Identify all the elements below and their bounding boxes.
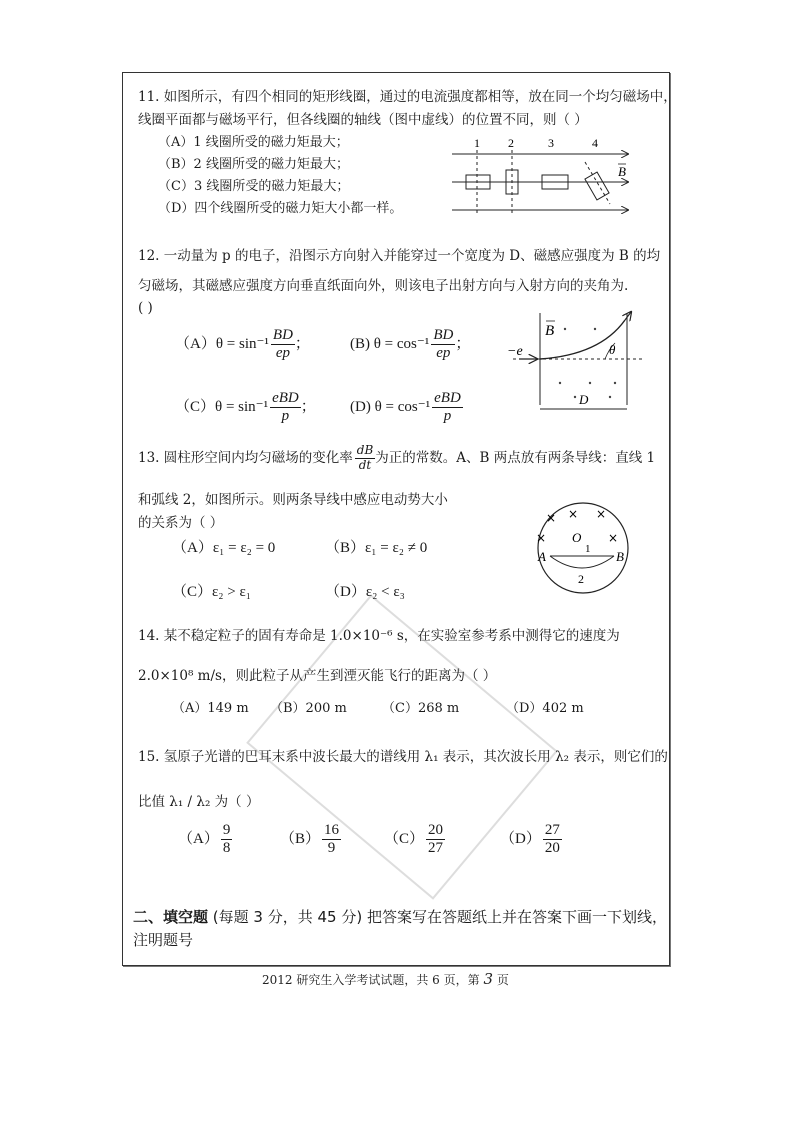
section2-title: 二、填空题 (每题 3 分，共 45 分) 把答案写在答题纸上并在答案下画一下划线， [133, 908, 668, 926]
cross-mark: × [536, 531, 547, 545]
q14-stem-line2: 2.0×10⁸ m/s，则此粒子从产生到湮灭能飞行的距离为（ ） [138, 668, 497, 684]
q15-option-d: （D） $\frac{27}{20}$ [500, 822, 560, 857]
q11-option-a: （A）1 线圈所受的磁力矩最大； [158, 135, 349, 150]
q12-stem-line2: 匀磁场，其磁感应强度方向垂直纸面向外，则该电子出射方向与入射方向的夹角为. [138, 278, 629, 294]
angle-label: θ [609, 342, 616, 357]
cross-mark: × [568, 507, 579, 521]
point-a-label: A [538, 549, 546, 564]
q12-stem-line3: ( ) [138, 300, 153, 316]
q12-electron-figure [505, 305, 655, 420]
cross-mark: × [608, 531, 619, 545]
q12-field-label: B [545, 323, 555, 339]
q13-cylinder-figure [528, 500, 638, 596]
arc-wire-2 [550, 556, 614, 568]
q13-stem-line1: 13. 圆柱形空间内均匀磁场的变化率 $\frac{dB}{dt}$ 为正的常数。A、B 两点放有两条导线：直线 1 [138, 443, 656, 472]
center-label: O [572, 530, 582, 545]
q13-stem-line3: 的关系为（ ） [138, 515, 224, 531]
coil3-label: 3 [548, 136, 554, 150]
q12-option-a: （A）θ = sin⁻¹ $\frac{BD}{ep}$ ； [175, 327, 310, 362]
q11-option-c: （C）3 线圈所受的磁力矩最大； [158, 179, 350, 194]
q11-stem-line1: 11. 如图所示，有四个相同的矩形线圈，通过的电流强度都相等，放在同一个均匀磁场中， [138, 89, 677, 105]
q13-stem-line2: 和弧线 2，如图所示。则两条导线中感应电动势大小 [138, 492, 448, 508]
q12-option-d: (D) θ = cos⁻¹ $\frac{\text{eBD}}{p}$ [350, 390, 461, 425]
coil4-axis [585, 162, 610, 204]
cross-mark: × [596, 507, 607, 521]
coil2-label: 2 [508, 136, 514, 150]
q15-stem-line2: 比值 λ₁ / λ₂ 为（ ） [138, 794, 260, 810]
coil4-label: 4 [592, 136, 598, 150]
q15-option-a: （A） $\frac{9}{8}$ [178, 822, 231, 857]
q11-stem-line2: 线圈平面都与磁场平行，但各线圈的轴线（图中虚线）的位置不同，则（ ） [138, 112, 588, 128]
q15-option-b: （B） $\frac{16}{9}$ [280, 822, 340, 857]
q15-option-c: （C） $\frac{20}{27}$ [384, 822, 444, 857]
q11-option-d: （D）四个线圈所受的磁力矩大小都一样。 [158, 201, 403, 216]
q11-field-label: B [618, 164, 626, 179]
q14-option-a: （A）149 m [172, 701, 249, 716]
q14-option-c: （C）268 m [382, 701, 460, 716]
q12-option-c: （C）θ = sin⁻¹ $\frac{\text{eBD}}{p}$ ； [175, 390, 316, 425]
q13-option-b: （B）ε₁ = ε₂ ≠ 0 [325, 540, 428, 556]
exit-arrow [625, 312, 631, 320]
q12-option-b: (B) θ = cos⁻¹ $\frac{BD}{ep}$ ； [350, 327, 471, 362]
point-b-label: B [616, 549, 624, 564]
q13-option-c: （C）ε₂ > ε₁ [172, 584, 252, 600]
q12-stem-line1: 12. 一动量为 p 的电子，沿图示方向射入并能穿过一个宽度为 D、磁感应强度为 B 的均 [138, 248, 661, 264]
q13-option-d: （D）ε₂ < ε₃ [325, 584, 405, 600]
wire2-label: 2 [578, 572, 584, 586]
section2-line2: 注明题号 [133, 931, 194, 949]
cross-mark: × [546, 511, 557, 525]
coil1-label: 1 [474, 136, 480, 150]
q14-option-d: （D）402 m [506, 701, 584, 716]
q14-option-b: （B）200 m [270, 701, 347, 716]
q14-stem-line1: 14. 某不稳定粒子的固有寿命是 1.0×10⁻⁶ s，在实验室参考系中测得它的速度为 [138, 628, 620, 644]
width-label: D [579, 392, 589, 407]
coil-4 [585, 172, 609, 200]
q11-coil-figure [440, 132, 640, 218]
q15-stem-line1: 15. 氢原子光谱的巴耳末系中波长最大的谱线用 λ₁ 表示，其次波长用 λ₂ 表示，则它们的 [138, 749, 668, 765]
q13-option-a: （A）ε₁ = ε₂ = 0 [172, 540, 276, 556]
electron-label: −e [507, 344, 523, 359]
page-footer: 2012 研究生入学考试试题，共 6 页，第 3 页 [262, 970, 509, 988]
wire1-label: 1 [585, 543, 591, 555]
q11-option-b: （B）2 线圈所受的磁力矩最大； [158, 157, 349, 172]
